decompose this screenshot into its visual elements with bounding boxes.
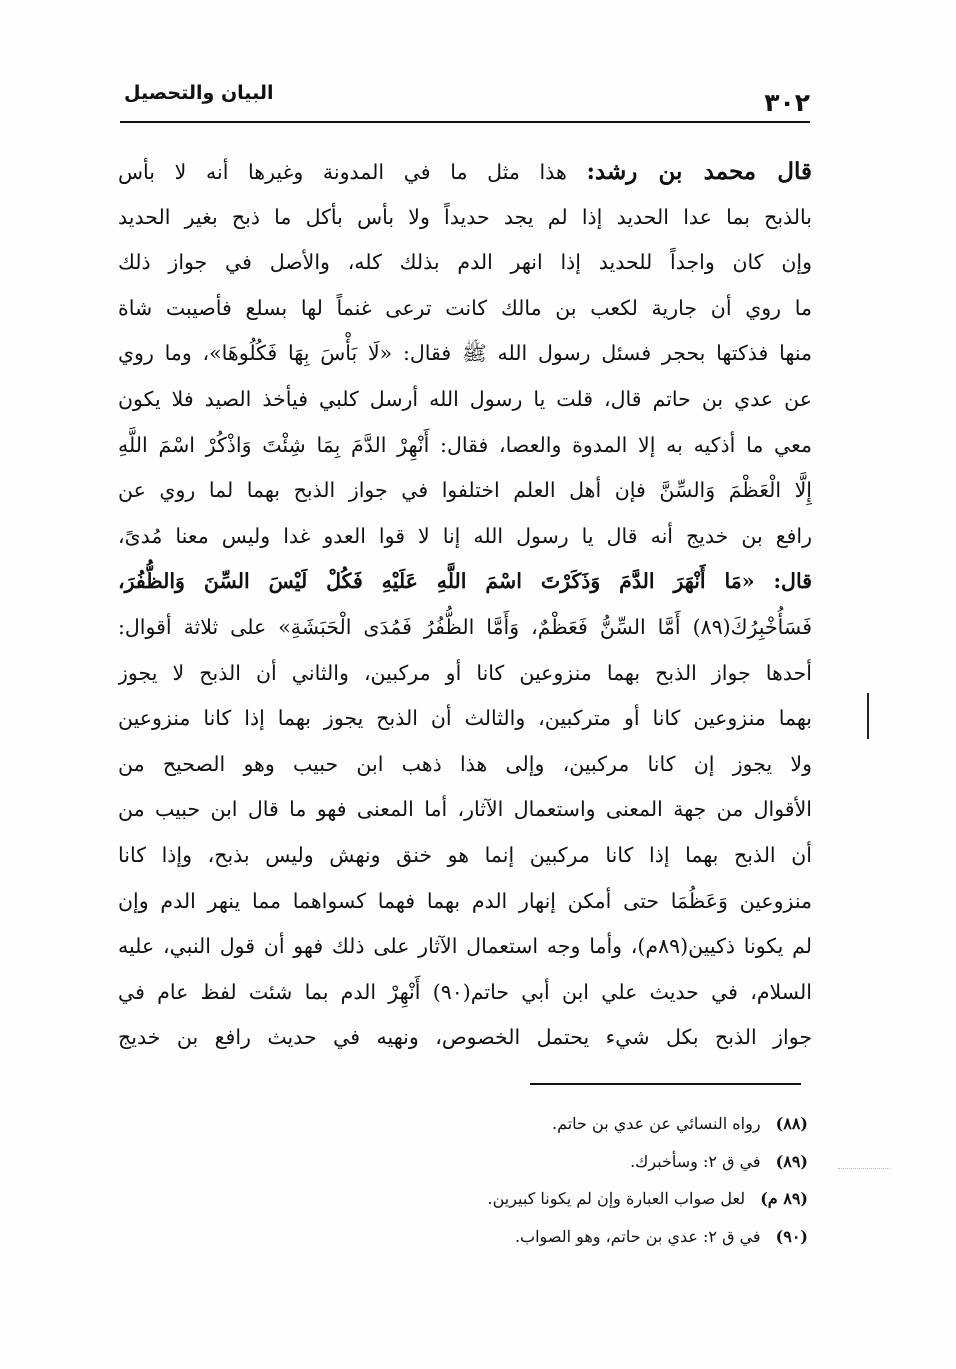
- text-line: بهما منزوعين كانا أو متركبين، والثالث أن الذبح يجوز بهما إذا كانا منزوعين: [118, 706, 812, 731]
- footnote-rule: [530, 1083, 801, 1085]
- text-line: إِلَّا الْعَظْمَ وَالسِّنَّ فإن أهل العلم اختلفوا في جواز الذبح بهما لما روي عن: [118, 478, 812, 503]
- text-line: الأقوال من جهة المعنى واستعمال الآثار، أما المعنى فهو ما قال ابن حبيب من: [118, 797, 812, 822]
- page-number: ٣٠٢: [764, 88, 810, 117]
- footnote-text: لعل صواب العبارة وإن لم يكونا كبيرين.: [487, 1189, 746, 1208]
- text-line: عن عدي بن حاتم قال، قلت يا رسول الله أرسل كلبي فيأخذ الصيد فلا يكون: [118, 386, 812, 411]
- hadith-line: قال: «مَا أَنْهَرَ الدَّمَ وَذَكَرْتَ اسْمَ اللَّهِ عَلَيْهِ فَكُلْ لَيْسَ السِّنَ وَالظُّفُرَ،: [118, 569, 812, 594]
- footnote-89: [208, 1143, 808, 1181]
- text-line: منها فذكتها بحجر فسئل رسول الله ﷺ فقال: «لَا بَأْسَ بِهَا فَكُلُوهَا»، وما روي: [118, 341, 812, 366]
- text-line: معي ما أذكيه به إلا المدوة والعصا، فقال: أَنْهِرْ الدَّمَ بِمَا شِئْتَ وَاذْكُرْ اسْمَ اللَّهِ: [118, 432, 812, 457]
- footnote-number: (٨٩): [775, 1151, 808, 1171]
- footnote-89m: [208, 1180, 808, 1218]
- scan-edge-mark: [838, 1168, 890, 1169]
- hadith-line: فَسَأُخْبِرُكَ(٨٩) أَمَّا السِّنُّ فَعَظْمٌ، وَأَمَّا الظُّفُرُ فَمُدَى الْحَبَشَةِ» على ثلاثة أقوال:: [118, 614, 812, 639]
- header-rule: [120, 121, 810, 123]
- page-header: [120, 82, 810, 118]
- text-line: أن الذبح بهما إذا كانا مركبين إنما هو خنق ونهش وليس بذبح، وإذا كانا: [118, 842, 812, 867]
- text-line-content: هذا مثل ما في المدونة وغيرها أنه لا بأس: [118, 160, 567, 184]
- main-text: [118, 149, 812, 1061]
- text-line: جواز الذبح بكل شيء يحتمل الخصوص، ونهيه في حديث رافع بن خديج: [118, 1025, 812, 1050]
- footnote-text: رواه النسائي عن عدي بن حاتم.: [551, 1114, 761, 1133]
- footnotes: [208, 1105, 808, 1255]
- speaker-label: قال محمد بن رشد:: [586, 158, 812, 185]
- text-line: بالذبح بما عدا الحديد إذا لم يجد حديداً ولا بأس بأكل ما ذبح بغير الحديد: [118, 204, 812, 229]
- footnote-text: في ق ٢: عدي بن حاتم، وهو الصواب.: [514, 1226, 761, 1246]
- footnote-number: (٨٩ م): [760, 1189, 808, 1208]
- footnote-90: [208, 1218, 808, 1256]
- text-line: ولا يجوز إن كانا مركبين، وإلى هذا ذهب ابن حبيب وهو الصحيح من: [118, 751, 812, 776]
- text-line: وإن كان واجداً للحديد إذا انهر الدم بذلك كله، والأصل في جواز ذلك: [118, 250, 812, 275]
- running-title: البيان والتحصيل: [124, 82, 274, 104]
- footnote-number: (٨٨): [775, 1114, 808, 1133]
- text-line: منزوعين وَعَظُمَا حتى أمكن إنهار الدم بهما فهما كسواهما مما ينهر الدم وإن: [118, 888, 812, 913]
- text-line: [118, 149, 812, 195]
- text-line: أحدها جواز الذبح بهما منزوعين كانا أو مركبين، والثاني أن الذبح لا يجوز: [118, 660, 812, 685]
- footnote-number: (٩٠): [775, 1226, 808, 1246]
- text-line: ما روي أن جارية لكعب بن مالك كانت ترعى غنماً لها بسلع فأصيبت شاة: [118, 295, 812, 320]
- text-line: السلام، في حديث علي ابن أبي حاتم(٩٠) أَنْهِرْ الدم بما شئت لفظ عام في: [118, 979, 812, 1004]
- text-line: رافع بن خديج أنه قال يا رسول الله إنا لا قوا العدو غدا وليس معنا مُدىً،: [118, 523, 812, 548]
- footnote-88: [208, 1105, 808, 1143]
- text-line: لم يكونا ذكيين(٨٩م)، وأما وجه استعمال الآثار على ذلك فهو أن قول النبي، عليه: [118, 934, 812, 959]
- margin-mark: [867, 693, 869, 739]
- footnote-text: في ق ٢: وسأخبرك.: [630, 1151, 761, 1171]
